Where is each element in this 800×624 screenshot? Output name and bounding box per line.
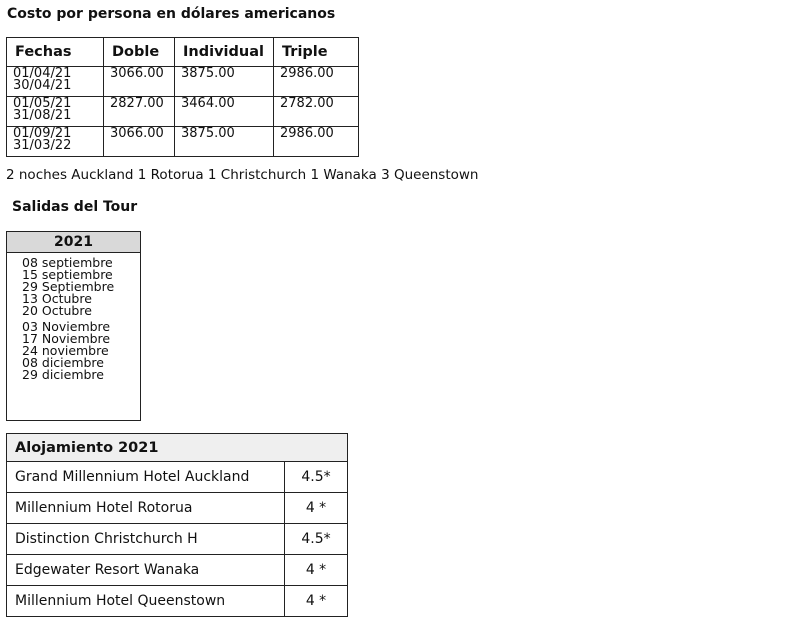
hotel-rating: 4 * [285, 586, 348, 617]
price-table-header [7, 38, 359, 67]
date-range [7, 127, 104, 157]
price-triple: 2782.00 [274, 97, 359, 127]
header-fechas: Fechas [7, 38, 104, 67]
table-row [7, 524, 348, 555]
departure-date: 13 Octubre [22, 291, 92, 306]
hotel-name: Edgewater Resort Wanaka [7, 555, 285, 586]
date-range [7, 97, 104, 127]
date-to: 30/04/21 [13, 78, 72, 93]
accommodation-header: Alojamiento 2021 [7, 434, 348, 462]
hotel-name: Millennium Hotel Queenstown [7, 586, 285, 617]
accommodation-table [6, 433, 348, 617]
price-individual: 3875.00 [175, 67, 274, 97]
departure-date: 29 diciembre [22, 367, 104, 382]
table-row [7, 127, 359, 157]
date-to: 31/03/22 [13, 138, 72, 153]
nights-note: 2 noches Auckland 1 Rotorua 1 Christchurch 1 Wanaka 3 Queenstown [6, 167, 479, 183]
hotel-name: Grand Millennium Hotel Auckland [7, 462, 285, 493]
date-from: 01/05/21 [13, 96, 72, 111]
price-triple: 2986.00 [274, 67, 359, 97]
departures-table [6, 231, 141, 421]
departures-title: Salidas del Tour [12, 199, 138, 215]
table-row [7, 493, 348, 524]
table-row [7, 67, 359, 97]
hotel-name: Millennium Hotel Rotorua [7, 493, 285, 524]
price-doble: 3066.00 [104, 127, 175, 157]
departure-date: 20 Octubre [22, 303, 92, 318]
date-from: 01/09/21 [13, 126, 72, 141]
hotel-rating: 4 * [285, 555, 348, 586]
departure-date: 17 Noviembre [22, 331, 111, 346]
hotel-rating: 4.5* [285, 524, 348, 555]
price-doble: 2827.00 [104, 97, 175, 127]
date-from: 01/04/21 [13, 66, 72, 81]
header-doble: Doble [104, 38, 175, 67]
departure-date: 08 diciembre [22, 355, 104, 370]
departures-list [7, 253, 141, 421]
price-table [6, 37, 359, 157]
departure-date: 08 septiembre [22, 255, 113, 270]
date-range [7, 67, 104, 97]
departure-date: 15 septiembre [22, 267, 113, 282]
table-row [7, 586, 348, 617]
header-triple: Triple [274, 38, 359, 67]
price-doble: 3066.00 [104, 67, 175, 97]
hotel-name: Distinction Christchurch H [7, 524, 285, 555]
departure-date: 29 Septiembre [22, 279, 115, 294]
departure-date: 24 noviembre [22, 343, 109, 358]
hotel-rating: 4 * [285, 493, 348, 524]
hotel-rating: 4.5* [285, 462, 348, 493]
page-title: Costo por persona en dólares americanos [7, 6, 336, 22]
price-individual: 3464.00 [175, 97, 274, 127]
table-row [7, 462, 348, 493]
price-triple: 2986.00 [274, 127, 359, 157]
date-to: 31/08/21 [13, 108, 72, 123]
departures-year: 2021 [7, 232, 141, 253]
table-row [7, 97, 359, 127]
departure-date: 03 Noviembre [22, 319, 111, 334]
table-row [7, 555, 348, 586]
price-individual: 3875.00 [175, 127, 274, 157]
header-individual: Individual [175, 38, 274, 67]
